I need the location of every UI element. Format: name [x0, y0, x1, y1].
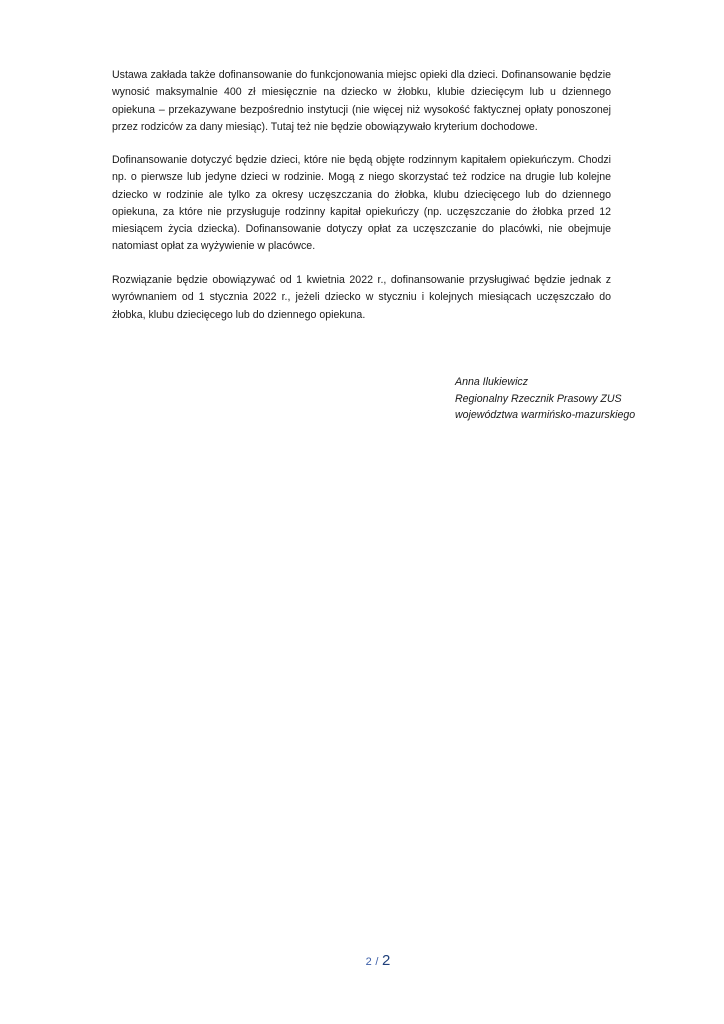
signature-title: Regionalny Rzecznik Prasowy ZUS — [455, 392, 622, 405]
paragraph-funding-childcare: Ustawa zakłada także dofinansowanie do funkcjonowania miejsc opieki dla dzieci. Dofinansowanie będzie wynosić maksymalnie 400 zł miesięcznie na dziecko w żłobku, klubie dziecięcym lub u dziennego opiekuna – przekazywane bezpośrednio instytucji (nie więcej niż wysokość faktycznej opłaty ponoszonej przez rodziców za dany miesiąc). Tutaj też nie będzie obowiązywało kryterium dochodowe. — [112, 69, 611, 133]
signature-region: województwa warmińsko-mazurskiego — [455, 409, 636, 421]
signature-name: Anna Ilukiewicz — [455, 376, 529, 388]
paragraph-eligibility: Dofinansowanie dotyczyć będzie dzieci, które nie będą objęte rodzinnym kapitałem opiekuńczym. Chodzi np. o pierwsze lub jedyne dzieci w rodzinie. Mogą z niego skorzystać też rodzice na drugie lub kolejne dziecko w rodzinie ale tylko za okresy uczęszczania do żłobka, klubu dziecięcego lub do dziennego opiekuna, za które nie przysługuje rodzinny kapitał opiekuńczy (np. uczęszczanie do żłobka przed 12 miesiącem życia dziecka). Dofinansowanie dotyczy opłat za uczęszczanie do placówki, nie obejmuje natomiast opłat za wyżywienie w placówce. — [112, 154, 611, 253]
page-number-current: 2 — [365, 956, 372, 968]
paragraph-effective-date: Rozwiązanie będzie obowiązywać od 1 kwietnia 2022 r., dofinansowanie przysługiwać będzie jednak z wyrównaniem od 1 stycznia 2022 r., jeżeli dziecko w styczniu i kolejnych miesiącach uczęszczało do żłobka, klubu dziecięcego lub do dziennego opiekuna. — [112, 274, 611, 321]
page-number-total: 2 — [382, 952, 391, 969]
page-number — [0, 952, 724, 969]
page-number-separator: / — [375, 956, 379, 968]
signature-block — [455, 374, 695, 424]
